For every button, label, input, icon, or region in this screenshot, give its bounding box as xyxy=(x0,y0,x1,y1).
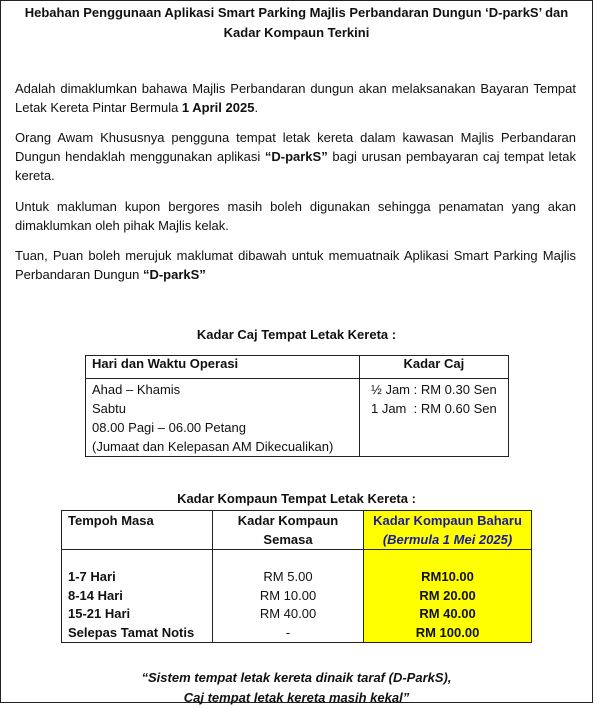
paragraph-1-text: Adalah dimaklumkan bahawa Majlis Perbandaran dungun akan melaksanakan Bayaran Tempat Letak Kereta Pintar Bermula xyxy=(15,81,576,115)
kompaun-period: 15-21 Hari xyxy=(62,605,213,624)
kompaun-current: RM 40.00 xyxy=(213,605,364,624)
footer-line-2: Caj tempat letak kereta masih kekal” xyxy=(183,690,410,705)
footer-line-1: “Sistem tempat letak kereta dinaik taraf (D-ParkS), xyxy=(141,670,452,685)
kompaun-period: Selepas Tamat Notis xyxy=(62,624,213,643)
caj-table xyxy=(85,355,509,457)
paragraph-4 xyxy=(15,246,576,284)
spacer-cell xyxy=(62,550,213,569)
caj-operasi-line: Sabtu xyxy=(92,401,126,416)
title-line-2: Kadar Kompaun Terkini xyxy=(223,25,370,40)
paragraph-4-text: Tuan, Puan boleh merujuk maklumat dibawah untuk memuatnaik Aplikasi Smart Parking Majlis Perbandaran Dungun xyxy=(15,248,576,282)
caj-kadar-cell xyxy=(359,379,508,457)
kompaun-header-baharu-line1: Kadar Kompaun Baharu xyxy=(373,513,522,528)
spacer-cell xyxy=(213,550,364,569)
caj-operasi-line: 08.00 Pagi – 06.00 Petang xyxy=(92,420,246,435)
paragraph-3: Untuk makluman kupon bergores masih boleh digunakan sehingga penamatan yang akan dimaklumkan oleh pihak Majlis kelak. xyxy=(15,199,576,233)
paragraph-4-app-name: “D-parkS” xyxy=(142,267,206,282)
kompaun-new: RM 100.00 xyxy=(364,624,532,643)
caj-operasi-line: (Jumaat dan Kelepasan AM Dikecualikan) xyxy=(92,439,334,454)
kompaun-table xyxy=(61,510,532,643)
kompaun-new: RM 20.00 xyxy=(364,587,532,606)
spacer-cell xyxy=(364,550,532,569)
paragraph-2 xyxy=(15,128,576,185)
kompaun-table-title: Kadar Kompaun Tempat Letak Kereta : xyxy=(177,491,416,506)
kompaun-header-baharu-line2: (Bermula 1 Mei 2025) xyxy=(382,532,513,547)
kompaun-header-semasa-line2: Semasa xyxy=(263,532,313,547)
caj-operasi-cell xyxy=(86,379,360,457)
paragraph-2-app-name: “D-parkS” xyxy=(264,149,328,164)
caj-table-title: Kadar Caj Tempat Letak Kereta : xyxy=(196,327,397,342)
kompaun-period: 8-14 Hari xyxy=(62,587,213,606)
kompaun-header-baharu xyxy=(364,511,532,550)
paragraph-2-end: bagi urusan pembayaran caj tempat letak kereta. xyxy=(15,149,576,183)
caj-kadar-line: ½ Jam : RM 0.30 Sen xyxy=(370,382,497,397)
kompaun-period: 1-7 Hari xyxy=(62,568,213,587)
footer-slogan xyxy=(1,668,592,708)
kompaun-header-tempoh: Tempoh Masa xyxy=(62,511,213,550)
caj-operasi-line: Ahad – Khamis xyxy=(92,382,181,397)
caj-kadar-line: 1 Jam : RM 0.60 Sen xyxy=(370,401,497,416)
kompaun-current: RM 10.00 xyxy=(213,587,364,606)
kompaun-new: RM 40.00 xyxy=(364,605,532,624)
title-line-1: Hebahan Penggunaan Aplikasi Smart Parking Majlis Perbandaran Dungun ‘D-parkS’ dan xyxy=(24,5,569,20)
paragraph-1-date: 1 April 2025 xyxy=(181,100,255,115)
paragraph-2-text: Orang Awam Khususnya pengguna tempat letak kereta dalam kawasan Majlis Perbandaran Dungun hendaklah menggunakan aplikasi xyxy=(15,130,576,164)
kompaun-header-semasa-line1: Kadar Kompaun xyxy=(237,513,339,528)
notice-title xyxy=(1,3,592,43)
caj-header-operasi: Hari dan Waktu Operasi xyxy=(86,356,360,379)
paragraph-1 xyxy=(15,79,576,117)
kompaun-header-semasa xyxy=(213,511,364,550)
kompaun-current: RM 5.00 xyxy=(213,568,364,587)
kompaun-new: RM10.00 xyxy=(364,568,532,587)
caj-header-kadar: Kadar Caj xyxy=(359,356,508,379)
paragraph-1-end: . xyxy=(254,100,259,115)
kompaun-current: - xyxy=(213,624,364,643)
